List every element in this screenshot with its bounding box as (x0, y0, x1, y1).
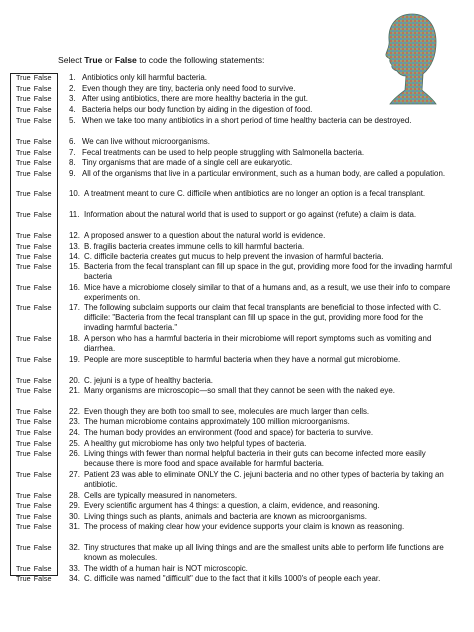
false-option[interactable]: False (33, 491, 52, 500)
statement-text: The following subclaim supports our claim that fecal transplants are beneficial to those infected with C. difficile: "Bacteria from the fecal transplant can fill up space in the gut, providing more food for the invading harmful bacteria." (84, 303, 442, 332)
true-false-choice (16, 407, 52, 416)
statement-text: After using antibiotics, there are more healthy bacteria in the gut. (82, 94, 308, 103)
statement-text: Tiny organisms that are made of a single cell are eukaryotic. (82, 158, 293, 167)
statement-text: The human microbiome contains approximately 100 million microorganisms. (84, 417, 350, 426)
statement-number: 13. (69, 242, 80, 251)
statement-item (69, 262, 453, 282)
statement-text: Bacteria from the fecal transplant can fill up space in the gut, providing more food for the invading harmful bacteria (84, 262, 452, 281)
false-option[interactable]: False (33, 137, 52, 146)
true-false-choice (16, 252, 52, 261)
statement-item (69, 428, 453, 438)
statement-number: 18. (69, 334, 80, 343)
true-option[interactable]: True (16, 169, 31, 178)
statement-item (69, 303, 453, 332)
false-option[interactable]: False (33, 355, 52, 364)
statement-text: Living things with fewer than normal helpful bacteria in their guts can become infected more easily because there is more food and space available for harmful bacteria. (84, 449, 426, 468)
true-false-choice (16, 543, 52, 552)
instruction-true-word: True (84, 55, 103, 65)
false-option[interactable]: False (33, 449, 52, 458)
statement-item (69, 564, 453, 574)
statement-item (69, 522, 453, 532)
true-false-choice (16, 169, 52, 178)
statement-item (69, 376, 453, 386)
true-option[interactable]: True (16, 334, 31, 343)
false-option[interactable]: False (33, 94, 52, 103)
statement-number: 22. (69, 407, 80, 416)
statement-item (69, 242, 453, 252)
statement-number: 1. (69, 73, 76, 82)
true-false-choice (16, 386, 52, 395)
false-option[interactable]: False (33, 574, 52, 583)
statement-text: The process of making clear how your evidence supports your claim is known as reasoning. (84, 522, 405, 531)
true-option[interactable]: True (16, 210, 31, 219)
statement-text: Patient 23 was able to eliminate ONLY the C. jejuni bacteria and no other types of bacteria by taking an antibiotic. (84, 470, 444, 489)
true-option[interactable]: True (16, 522, 31, 531)
true-option[interactable]: True (16, 512, 31, 521)
false-option[interactable]: False (33, 376, 52, 385)
false-option[interactable]: False (33, 564, 52, 573)
statement-number: 12. (69, 231, 80, 240)
true-false-choice (16, 491, 52, 500)
true-false-choice (16, 376, 52, 385)
true-false-choice (16, 94, 52, 103)
statement-item (69, 283, 453, 303)
false-option[interactable]: False (33, 428, 52, 437)
true-option[interactable]: True (16, 105, 31, 114)
true-false-choice (16, 116, 52, 125)
statement-text: Even though they are both too small to see, molecules are much larger than cells. (84, 407, 370, 416)
statement-text: C. difficile was named "difficult" due to the fact that it kills 1000's of people each year. (84, 574, 381, 583)
true-false-choice (16, 564, 52, 573)
statement-item (69, 252, 453, 262)
statement-text: Living things such as plants, animals and bacteria are known as microorganisms. (84, 512, 367, 521)
statement-text: A treatment meant to cure C. difficile when antibiotics are no longer an option is a fecal transplant. (84, 189, 426, 198)
statement-number: 2. (69, 84, 76, 93)
statement-text: C. jejuni is a type of healthy bacteria. (84, 376, 213, 385)
instruction-middle: or (102, 55, 115, 65)
statement-number: 5. (69, 116, 76, 125)
false-option[interactable]: False (33, 512, 52, 521)
statement-text: The human body provides an environment (food and space) for bacteria to survive. (84, 428, 374, 437)
statement-number: 28. (69, 491, 80, 500)
true-false-choice (16, 355, 52, 364)
false-option[interactable]: False (33, 73, 52, 82)
true-option[interactable]: True (16, 428, 31, 437)
statement-text: We can live without microorganisms. (82, 137, 210, 146)
statement-item (69, 105, 453, 115)
statement-text: Information about the natural world that is used to support or go against (refute) a claim is data. (84, 210, 417, 219)
statement-text: People are more susceptible to harmful bacteria when they have a normal gut microbiome. (84, 355, 401, 364)
statement-number: 29. (69, 501, 80, 510)
statement-text: A healthy gut microbiome has only two helpful types of bacteria. (84, 439, 307, 448)
true-false-choice (16, 84, 52, 93)
false-option[interactable]: False (33, 283, 52, 292)
true-false-choice (16, 334, 52, 343)
false-option[interactable]: False (33, 210, 52, 219)
statement-item (69, 543, 453, 563)
true-option[interactable]: True (16, 137, 31, 146)
true-false-choice (16, 428, 52, 437)
true-option[interactable]: True (16, 262, 31, 271)
statement-text: Fecal treatments can be used to help people struggling with Salmonella bacteria. (82, 148, 365, 157)
statement-number: 8. (69, 158, 76, 167)
statement-text: Antibiotics only kill harmful bacteria. (82, 73, 207, 82)
false-option[interactable]: False (33, 470, 52, 479)
false-option[interactable]: False (33, 169, 52, 178)
statement-item (69, 94, 453, 104)
true-option[interactable]: True (16, 449, 31, 458)
statement-number: 32. (69, 543, 80, 552)
false-option[interactable]: False (33, 189, 52, 198)
statement-number: 24. (69, 428, 80, 437)
statement-text: Tiny structures that make up all living things and are the smallest units able to perform life functions are known as molecules. (84, 543, 444, 562)
statement-number: 26. (69, 449, 80, 458)
statement-text: Bacteria helps our body function by aiding in the digestion of food. (82, 105, 313, 114)
true-option[interactable]: True (16, 252, 31, 261)
statement-item (69, 417, 453, 427)
true-false-choice (16, 417, 52, 426)
instructions (58, 55, 358, 66)
true-option[interactable]: True (16, 417, 31, 426)
statement-text: A proposed answer to a question about the natural world is evidence. (84, 231, 326, 240)
statement-item (69, 116, 453, 126)
true-false-choice (16, 242, 52, 251)
statement-number: 20. (69, 376, 80, 385)
false-option[interactable]: False (33, 417, 52, 426)
statement-text: When we take too many antibiotics in a short period of time healthy bacteria can be destroyed. (82, 116, 412, 125)
false-option[interactable]: False (33, 252, 52, 261)
statement-item (69, 407, 453, 417)
true-false-choice (16, 522, 52, 531)
true-false-choice (16, 148, 52, 157)
true-false-choice (16, 210, 52, 219)
statement-number: 23. (69, 417, 80, 426)
statement-item (69, 84, 453, 94)
statement-number: 17. (69, 303, 80, 312)
true-option[interactable]: True (16, 303, 31, 312)
true-false-choice (16, 303, 52, 312)
statement-number: 6. (69, 137, 76, 146)
true-option[interactable]: True (16, 407, 31, 416)
false-option[interactable]: False (33, 231, 52, 240)
statement-text: Every scientific argument has 4 things: a question, a claim, evidence, and reasoning. (84, 501, 380, 510)
true-option[interactable]: True (16, 73, 31, 82)
statement-number: 7. (69, 148, 76, 157)
false-option[interactable]: False (33, 158, 52, 167)
statement-item (69, 449, 453, 469)
statement-number: 11. (69, 210, 80, 219)
statement-number: 21. (69, 386, 80, 395)
statement-item (69, 169, 453, 179)
true-option[interactable]: True (16, 84, 31, 93)
statement-item (69, 231, 453, 241)
true-false-choice (16, 283, 52, 292)
false-option[interactable]: False (33, 407, 52, 416)
instruction-false-word: False (114, 55, 137, 65)
statement-number: 4. (69, 105, 76, 114)
false-option[interactable]: False (33, 303, 52, 312)
true-false-choice (16, 439, 52, 448)
statement-number: 9. (69, 169, 76, 178)
true-option[interactable]: True (16, 491, 31, 500)
statement-item (69, 512, 453, 522)
statement-number: 10. (69, 189, 80, 198)
true-false-choice (16, 470, 52, 479)
false-option[interactable]: False (33, 334, 52, 343)
true-false-choice (16, 262, 52, 271)
instruction-suffix: to code the following statements: (136, 55, 265, 65)
statement-item (69, 158, 453, 168)
true-option[interactable]: True (16, 386, 31, 395)
false-option[interactable]: False (33, 439, 52, 448)
true-option[interactable]: True (16, 158, 31, 167)
statement-item (69, 148, 453, 158)
instruction-prefix: Select (58, 55, 85, 65)
true-option[interactable]: True (16, 470, 31, 479)
statement-text: Mice have a microbiome closely similar to that of a humans and, as a result, we use their info to compare experiments on. (84, 283, 451, 302)
statement-text: Many organisms are microscopic—so small that they cannot be seen with the naked eye. (84, 386, 395, 395)
true-false-choice (16, 73, 52, 82)
statement-item (69, 355, 453, 365)
false-option[interactable]: False (33, 105, 52, 114)
true-false-choice (16, 574, 52, 583)
statement-number: 33. (69, 564, 80, 573)
statement-item (69, 189, 453, 199)
true-option[interactable]: True (16, 543, 31, 552)
false-option[interactable]: False (33, 262, 52, 271)
statement-number: 15. (69, 262, 80, 271)
true-option[interactable]: True (16, 148, 31, 157)
statement-item (69, 210, 453, 220)
false-option[interactable]: False (33, 242, 52, 251)
true-option[interactable]: True (16, 283, 31, 292)
true-option[interactable]: True (16, 439, 31, 448)
true-false-choice (16, 512, 52, 521)
true-option[interactable]: True (16, 355, 31, 364)
true-false-choice (16, 105, 52, 114)
statement-text: C. difficile bacteria creates gut mucus to help prevent the invasion of harmful bacteria. (84, 252, 384, 261)
true-false-choice (16, 231, 52, 240)
false-option[interactable]: False (33, 84, 52, 93)
false-option[interactable]: False (33, 116, 52, 125)
statement-number: 27. (69, 470, 80, 479)
statement-number: 3. (69, 94, 76, 103)
true-option[interactable]: True (16, 501, 31, 510)
false-option[interactable]: False (33, 543, 52, 552)
statement-text: All of the organisms that live in a particular environment, such as a human body, are called a population. (82, 169, 446, 178)
statement-item (69, 386, 453, 396)
true-false-choice (16, 501, 52, 510)
statement-number: 16. (69, 283, 80, 292)
true-false-choice (16, 189, 52, 198)
true-false-choice (16, 137, 52, 146)
statement-number: 34. (69, 574, 80, 583)
true-option[interactable]: True (16, 94, 31, 103)
true-option[interactable]: True (16, 189, 31, 198)
statement-number: 14. (69, 252, 80, 261)
statement-number: 30. (69, 512, 80, 521)
true-false-choice (16, 158, 52, 167)
statement-number: 19. (69, 355, 80, 364)
statement-item (69, 501, 453, 511)
false-option[interactable]: False (33, 386, 52, 395)
statement-item (69, 137, 453, 147)
true-option[interactable]: True (16, 376, 31, 385)
true-option[interactable]: True (16, 574, 31, 583)
statement-text: Cells are typically measured in nanometers. (84, 491, 238, 500)
statement-number: 31. (69, 522, 80, 531)
statement-text: The width of a human hair is NOT microscopic. (84, 564, 248, 573)
statement-item (69, 574, 453, 584)
statement-number: 25. (69, 439, 80, 448)
statement-item (69, 334, 453, 354)
statement-item (69, 439, 453, 449)
statement-text: A person who has a harmful bacteria in their microbiome will report symptoms such as vomiting and diarrhea. (84, 334, 432, 353)
statement-text: B. fragilis bacteria creates immune cells to kill harmful bacteria. (84, 242, 305, 251)
true-option[interactable]: True (16, 231, 31, 240)
false-option[interactable]: False (33, 501, 52, 510)
statement-item (69, 491, 453, 501)
true-option[interactable]: True (16, 116, 31, 125)
true-option[interactable]: True (16, 242, 31, 251)
false-option[interactable]: False (33, 148, 52, 157)
true-false-choice (16, 449, 52, 458)
statement-text: Even though they are tiny, bacteria only need food to survive. (82, 84, 296, 93)
true-option[interactable]: True (16, 564, 31, 573)
statement-item (69, 470, 453, 490)
statement-item (69, 73, 453, 83)
false-option[interactable]: False (33, 522, 52, 531)
